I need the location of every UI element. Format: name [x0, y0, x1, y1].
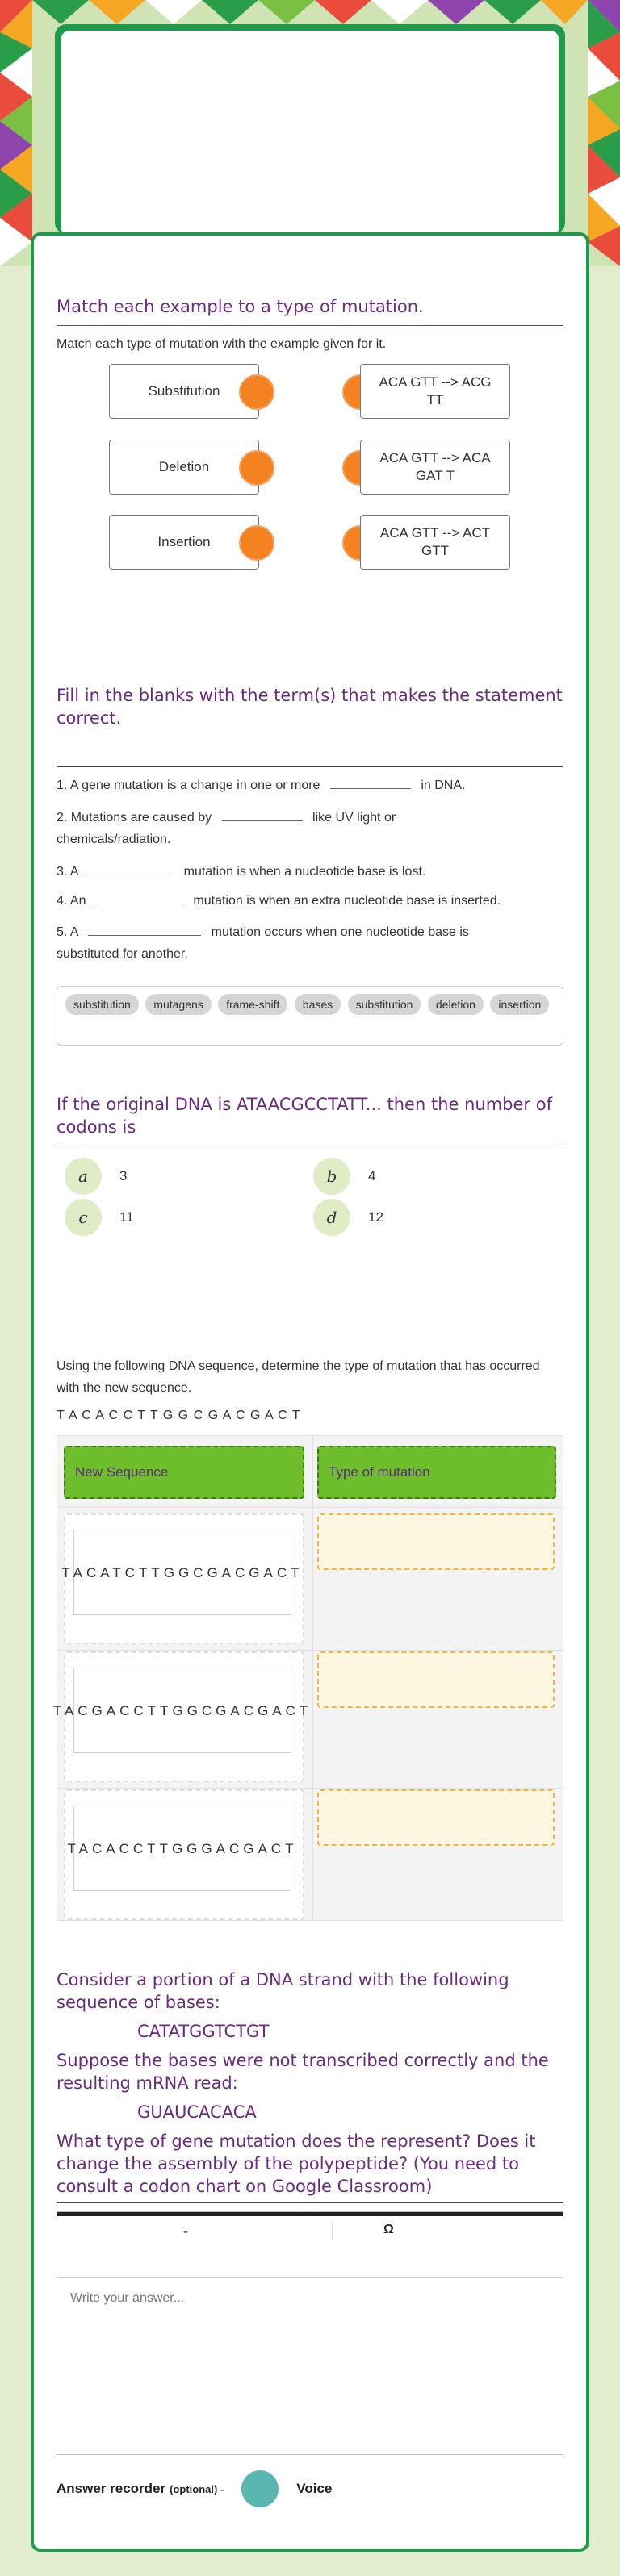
q2-sentence-4: 4. An mutation is when an extra nucleotide base is inserted.	[57, 890, 563, 912]
q5-mrna-sequence: GUAUCACACA	[137, 2102, 257, 2122]
blank-1[interactable]	[330, 774, 411, 789]
chip-word[interactable]: substitution	[348, 994, 421, 1015]
option-c[interactable]: c 11	[65, 1199, 134, 1236]
sequence-card: TACACCTTGGGACGACT	[73, 1806, 291, 1891]
answer-editor	[57, 2211, 563, 2455]
q3-title: If the original DNA is ATAACGCCTATT... then the number of codons is	[57, 1095, 552, 1137]
row-divider	[57, 1507, 564, 1508]
chip-word[interactable]: insertion	[490, 994, 549, 1015]
voice-label: Voice	[296, 2481, 333, 2496]
option-b[interactable]: b 4	[313, 1158, 375, 1195]
table-row	[64, 1789, 304, 1920]
blank-4[interactable]	[96, 890, 183, 904]
answer-textarea[interactable]	[57, 2278, 563, 2454]
match-right-example[interactable]: ACA GTT --> ACA GAT T	[360, 440, 510, 495]
sequence-card: TACATCTTGGCGACGACT	[73, 1530, 291, 1615]
header-banner	[61, 31, 559, 236]
q5-title-2: Suppose the bases were not transcribed correctly and the resulting mRNA read:	[57, 2051, 549, 2093]
q5-rule	[57, 2202, 563, 2203]
q1-rule	[57, 325, 563, 326]
chip-word[interactable]: substitution	[65, 994, 139, 1015]
option-a[interactable]: a 3	[65, 1158, 127, 1195]
sequence-card: TACGACCTTGGCGACGACT	[73, 1668, 291, 1753]
word-bank	[57, 986, 563, 1046]
blank-2[interactable]	[222, 807, 303, 821]
column-divider	[312, 1436, 313, 1920]
q2-title: Fill in the blanks with the term(s) that makes the statement correct.	[57, 686, 563, 728]
mutation-table	[52, 1435, 563, 1921]
q2-sentence-5: 5. A mutation occurs when one nucleotide base is substituted for another.	[57, 921, 563, 965]
blank-3[interactable]	[88, 861, 174, 875]
match-left-deletion[interactable]: Deletion	[109, 440, 259, 495]
chip-word[interactable]: deletion	[428, 994, 484, 1015]
chip-word[interactable]: mutagens	[145, 994, 211, 1015]
editor-toolbar	[57, 2212, 563, 2278]
match-right-example[interactable]: ACA GTT --> ACT GTT	[360, 515, 510, 570]
column-header-type-of-mutation: Type of mutation	[317, 1446, 556, 1499]
table-row	[61, 1513, 304, 1644]
omega-icon[interactable]: Ω	[383, 2223, 394, 2236]
option-d[interactable]: d 12	[313, 1199, 383, 1236]
q2-rule	[57, 766, 563, 767]
chip-word[interactable]: bases	[295, 994, 341, 1015]
q5-title-1: Consider a portion of a DNA strand with the following sequence of bases:	[57, 1970, 509, 2012]
toolbar-divider	[332, 2221, 333, 2240]
chip-word[interactable]: frame-shift	[218, 994, 287, 1015]
answer-drop-zone[interactable]	[317, 1513, 555, 1570]
q4-original-sequence: T A C A C C T T G G C G A C G A C T	[57, 1409, 301, 1422]
answer-recorder: Answer recorder (optional) - Voice	[57, 2470, 332, 2507]
match-left-insertion[interactable]: Insertion	[109, 515, 259, 570]
q5-dna-sequence: CATATGGTCTGT	[137, 2022, 270, 2041]
table-row	[52, 1651, 312, 1782]
q2-sentence-3: 3. A mutation is when a nucleotide base is lost.	[57, 861, 563, 883]
q2-sentence-1: 1. A gene mutation is a change in one or more in DNA.	[57, 774, 563, 796]
q2-sentence-2: 2. Mutations are caused by like UV light or chemicals/radiation.	[57, 807, 563, 850]
q5-title-3: What type of gene mutation does the represent? Does it change the assembly of the polypeptide? (You need to consult a codon chart on Google Classroom)	[57, 2131, 536, 2196]
column-header-new-sequence: New Sequence	[64, 1446, 304, 1499]
match-right-example[interactable]: ACA GTT --> ACG TT	[360, 364, 510, 419]
blank-5[interactable]	[88, 921, 201, 936]
answer-drop-zone[interactable]	[317, 1651, 555, 1708]
match-connector-left[interactable]	[239, 374, 274, 410]
q1-instruction: Match each type of mutation with the example given for it.	[57, 337, 387, 351]
match-left-substitution[interactable]: Substitution	[109, 364, 259, 419]
row-divider	[57, 1788, 564, 1789]
microphone-icon[interactable]	[241, 2470, 279, 2507]
q1-title: Match each example to a type of mutation.	[57, 297, 424, 316]
match-connector-left[interactable]	[239, 525, 274, 561]
answer-drop-zone[interactable]	[317, 1789, 555, 1846]
toolbar-dash-button[interactable]: -	[183, 2223, 188, 2239]
row-divider	[57, 1650, 564, 1651]
q4-instruction: Using the following DNA sequence, determine the type of mutation that has occurred with the new sequence.	[57, 1359, 540, 1395]
match-connector-left[interactable]	[239, 450, 274, 486]
